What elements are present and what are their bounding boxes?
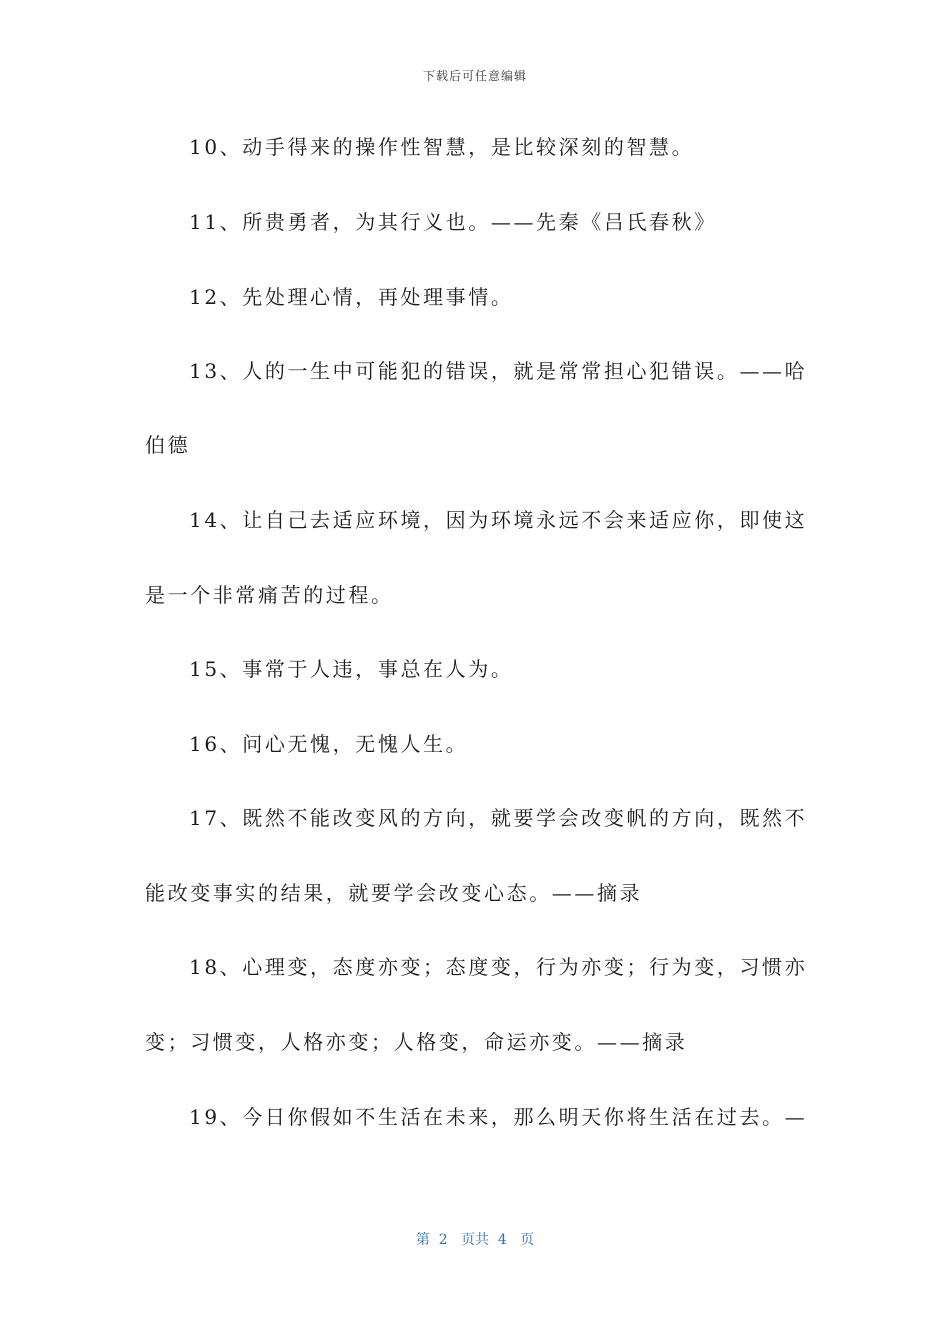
paragraph-line: 18、心理变，态度亦变；态度变，行为亦变；行为变，习惯亦 bbox=[189, 955, 808, 979]
paragraph-line: 变；习惯变，人格亦变；人格变，命运亦变。——摘录 bbox=[145, 1030, 688, 1054]
paragraph-line: 11、所贵勇者，为其行义也。——先秦《吕氏春秋》 bbox=[189, 210, 717, 234]
page-header: 下载后可任意编辑 bbox=[422, 69, 527, 83]
paragraph-line: 是一个非常痛苦的过程。 bbox=[145, 583, 394, 607]
paragraph-line: 伯德 bbox=[145, 433, 191, 457]
paragraph-line: 19、今日你假如不生活在未来，那么明天你将生活在过去。— bbox=[189, 1105, 808, 1129]
paragraph-line: 12、先处理心情，再处理事情。 bbox=[189, 285, 514, 309]
paragraph-line: 10、动手得来的操作性智慧，是比较深刻的智慧。 bbox=[189, 135, 695, 159]
page-number-footer: 第 2 页共 4 页 bbox=[415, 1232, 535, 1248]
paragraph-line: 13、人的一生中可能犯的错误，就是常常担心犯错误。——哈 bbox=[189, 359, 808, 383]
paragraph-line: 17、既然不能改变风的方向，就要学会改变帆的方向，既然不 bbox=[189, 806, 808, 830]
paragraph-line: 14、让自己去适应环境，因为环境永远不会来适应你，即使这 bbox=[189, 508, 808, 532]
paragraph-line: 15、事常于人违，事总在人为。 bbox=[189, 657, 514, 681]
paragraph-line: 16、问心无愧，无愧人生。 bbox=[189, 732, 469, 756]
paragraph-line: 能改变事实的结果，就要学会改变心态。——摘录 bbox=[145, 881, 643, 905]
